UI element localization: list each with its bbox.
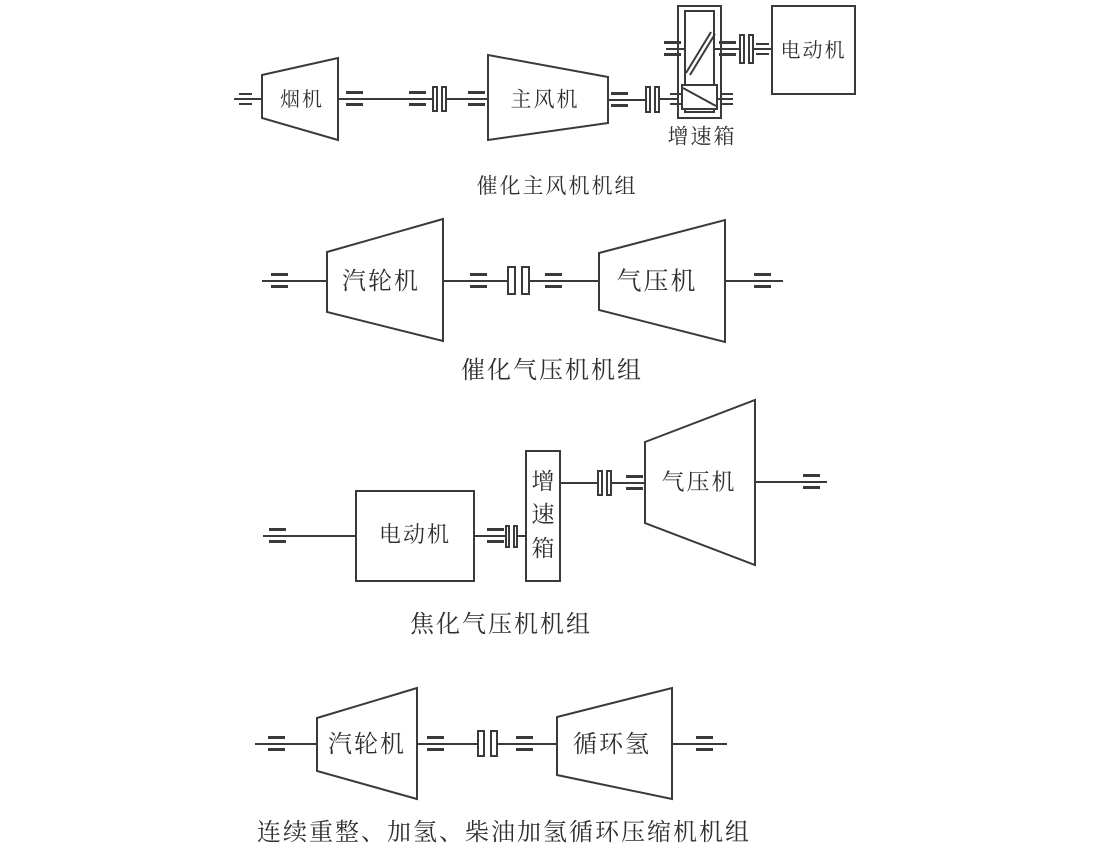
bearing-icon [239, 93, 252, 105]
bearing-icon [487, 528, 504, 543]
electric-motor-label: 电动机 [378, 523, 451, 548]
shaft-line [561, 482, 598, 484]
bearing-icon [346, 91, 363, 106]
gearbox-box [525, 450, 561, 582]
shaft-line [754, 48, 771, 50]
bearing-icon [670, 93, 683, 105]
bearing-icon [268, 736, 285, 751]
group-caption: 催化气压机机组 [461, 356, 643, 384]
electric-motor-label: 电动机 [780, 38, 847, 62]
bearing-icon [803, 474, 820, 489]
bearing-icon [719, 41, 736, 56]
shaft-line [417, 743, 477, 745]
group-caption: 连续重整、加氢、柴油加氢循环压缩机机组 [257, 818, 751, 846]
bearing-icon [720, 93, 733, 105]
gearbox-upper-gear-icon [682, 26, 720, 78]
group-caption: 催化主风机机组 [476, 174, 638, 198]
bearing-icon [611, 92, 628, 107]
group-caption: 焦化气压机机组 [410, 610, 592, 638]
bearing-icon [470, 273, 487, 288]
steam-turbine-label: 汽轮机 [328, 730, 406, 758]
gearbox-lower-gear-icon [683, 86, 716, 108]
coupling-icon [597, 470, 612, 496]
shaft-line [255, 743, 317, 745]
steam-turbine-label: 汽轮机 [342, 267, 420, 295]
shaft-line [612, 482, 645, 484]
bearing-icon [468, 91, 485, 106]
coupling-icon [645, 86, 660, 113]
shaft-line [498, 743, 557, 745]
bearing-icon [409, 91, 426, 106]
bearing-icon [271, 273, 288, 288]
main-blower-label: 主风机 [510, 87, 580, 112]
bearing-icon [427, 736, 444, 751]
gearbox-label: 增速箱 [531, 468, 555, 562]
gas-compressor-label: 气压机 [661, 469, 737, 496]
flue-gas-turbine-label: 烟机 [280, 87, 324, 111]
recycle-hydrogen-compressor-label: 循环氢 [573, 730, 651, 758]
electric-motor-box [771, 5, 856, 95]
bearing-icon [269, 528, 286, 543]
gearbox-label: 增速箱 [667, 124, 737, 149]
gas-compressor-label: 气压机 [616, 266, 698, 296]
bearing-icon [754, 273, 771, 288]
bearing-icon [696, 736, 713, 751]
shaft-line [530, 280, 599, 282]
coupling-icon [477, 730, 498, 757]
bearing-icon [664, 41, 681, 56]
coupling-icon [739, 34, 754, 64]
coupling-icon [505, 525, 518, 548]
coupling-icon [507, 266, 530, 295]
coupling-icon [432, 86, 447, 112]
electric-motor-box [355, 490, 475, 582]
